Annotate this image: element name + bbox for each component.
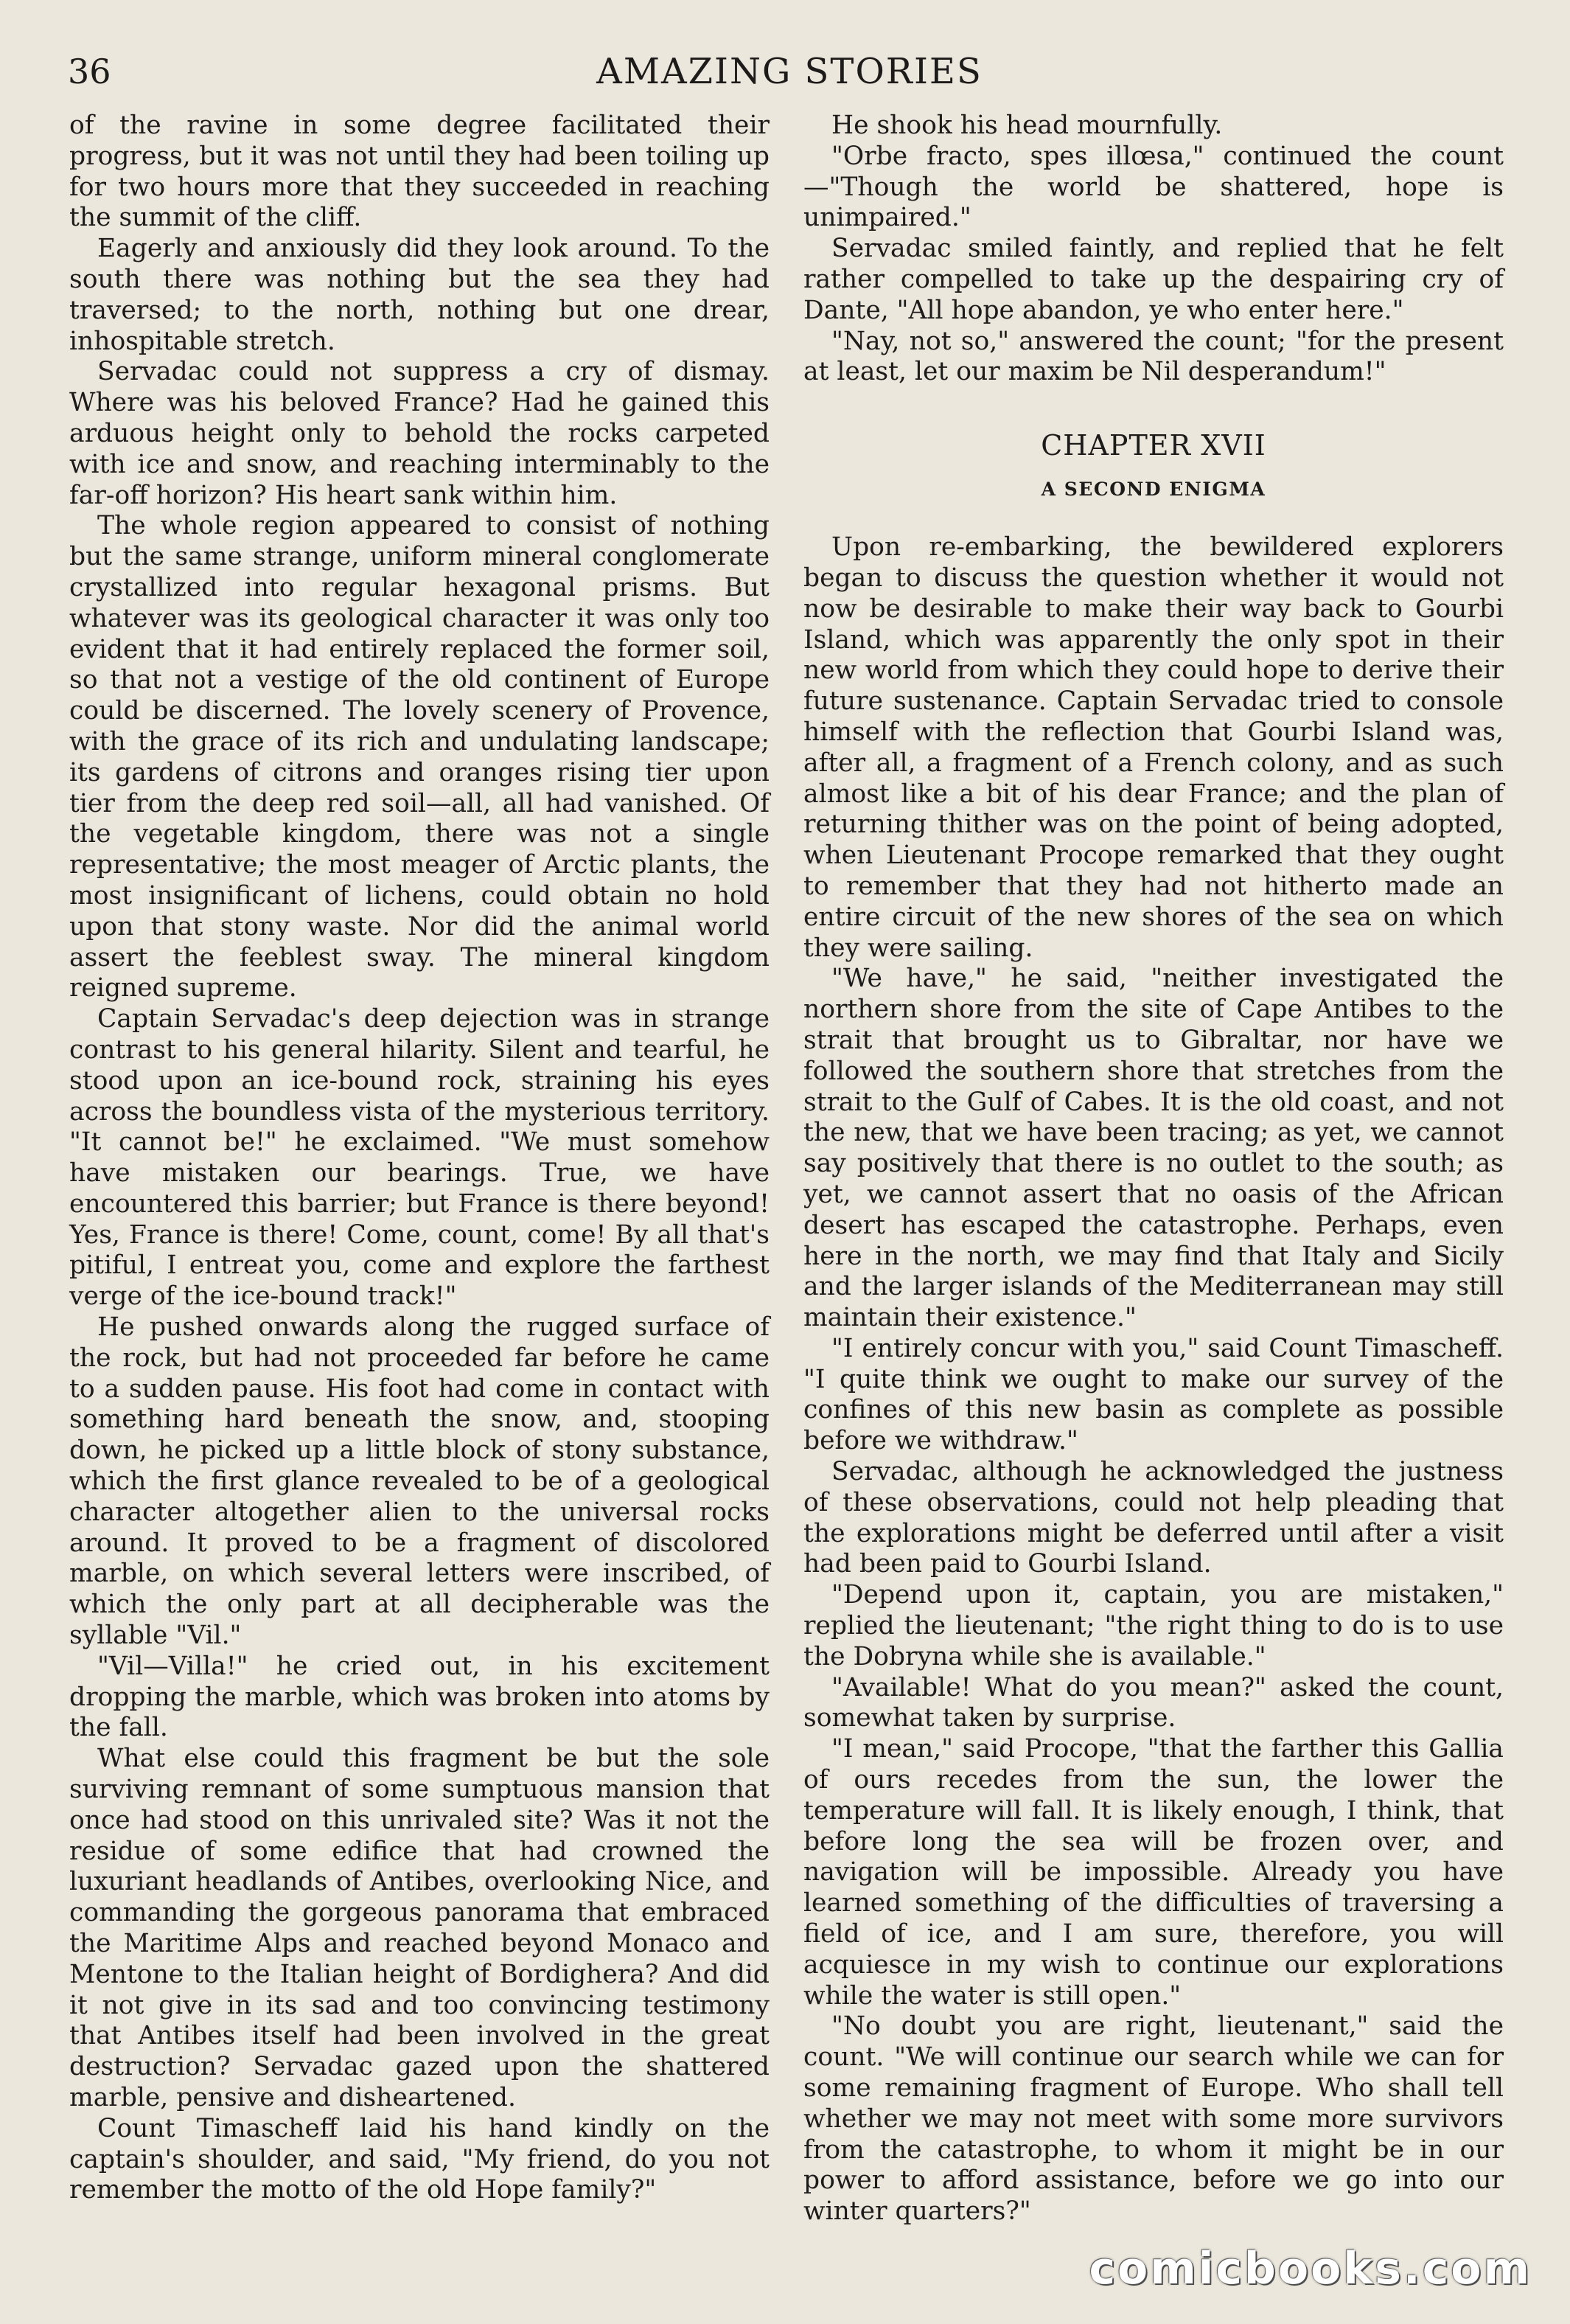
paragraph: "Depend upon it, captain, you are mistaken," replied the lieutenant; "the right thing to do is to use the Dobryna while she is available."	[803, 1580, 1504, 1671]
paragraph: Servadac smiled faintly, and replied that he felt rather compelled to take up the despairing cry of Dante, "All hope abandon, ye who enter here."	[803, 234, 1504, 325]
magazine-title: AMAZING STORIES	[596, 51, 983, 92]
paragraph: "I mean," said Procope, "that the farther this Gallia of ours recedes from the sun, the lower the temperature will fall. It is likely enough, I think, that before long the sea will be frozen over, and navigation will be impossible. Already you have learned something of the difficulties of traversing a field of ice, and I am sure, therefore, you will acquiesce in my wish to continue our explorations while the water is still open."	[803, 1734, 1504, 2011]
paragraph: Servadac, although he acknowledged the justness of these observations, could not help pleading that the explorations might be deferred until after a visit had been paid to Gourbi Island.	[803, 1457, 1504, 1579]
paragraph: "We have," he said, "neither investigated the northern shore from the site of Cape Antibes to the strait that brought us to Gibraltar, nor have we followed the southern shore that stretches from the strait to the Gulf of Cabes. It is the old coast, and not the new, that we have been tracing; as yet, we cannot say positively that there is no outlet to the south; as yet, we cannot assert that no oasis of the African desert has escaped the catastrophe. Perhaps, even here in the north, we may find that Italy and Sicily and the larger islands of the Mediterranean may still maintain their existence."	[803, 964, 1504, 1333]
site-watermark: comicbooks.com	[1089, 2243, 1532, 2295]
chapter-subtitle: A SECOND ENIGMA	[1041, 479, 1266, 501]
page-number: 36	[68, 52, 111, 91]
chapter-title-block	[803, 428, 1504, 504]
right-column	[803, 111, 1504, 2227]
paragraph: "I entirely concur with you," said Count Timascheff. "I quite think we ought to make our survey of the confines of this new basin as complete as possible before we withdraw."	[803, 1333, 1504, 1456]
paragraph: Count Timascheff laid his hand kindly on the captain's shoulder, and said, "My friend, do you not remember the motto of the old Hope family?"	[69, 2113, 770, 2205]
paragraph: He shook his head mournfully.	[831, 111, 1223, 140]
paragraph: "Available! What do you mean?" asked the count, somewhat taken by surprise.	[803, 1672, 1504, 1733]
page-header	[68, 46, 1511, 97]
paragraph: "Orbe fracto, spes illœsa," continued the count—"Though the world be shattered, hope is unimpaired."	[803, 141, 1504, 233]
paragraph: Upon re-embarking, the bewildered explorers began to discuss the question whether it would not now be desirable to make their way back to Gourbi Island, which was apparently the only spot in their new world from which they could hope to derive their future sustenance. Captain Servadac tried to console himself with the reflection that Gourbi Island was, after all, a fragment of a French colony, and as such almost like a bit of his dear France; and the plan of returning thither was on the point of being adopted, when Lieutenant Procope remarked that they ought to remember that they had not hitherto made an entire circuit of the new shores of the sea on which they were sailing.	[803, 532, 1504, 963]
paragraph: Eagerly and anxiously did they look around. To the south there was nothing but the sea they had traversed; to the north, nothing but one drear, inhospitable stretch.	[69, 234, 770, 356]
paragraph: "Nay, not so," answered the count; "for the present at least, let our maxim be Nil desperandum!"	[803, 326, 1504, 387]
left-column	[69, 111, 770, 2206]
paragraph: He pushed onwards along the rugged surface of the rock, but had not proceeded far before he came to a sudden pause. His foot had come in contact with something hard beneath the snow, and, stooping down, he picked up a little block of stony substance, which the first glance revealed to be of a geological character altogether alien to the universal rocks around. It proved to be a fragment of discolored marble, on which several letters were inscribed, of which the only part at all decipherable was the syllable "Vil."	[69, 1312, 770, 1651]
paragraph: "No doubt you are right, lieutenant," said the count. "We will continue our search while we can for some remaining fragment of Europe. Who shall tell whether we may not meet with some more survivors from the catastrophe, to whom it might be in our power to afford assistance, before we go into our winter quarters?"	[803, 2011, 1504, 2227]
paragraph: Servadac could not suppress a cry of dismay. Where was his beloved France? Had he gained this arduous height only to behold the rocks carpeted with ice and snow, and reaching interminably to the far-off horizon? His heart sank within him.	[69, 357, 770, 510]
chapter-heading: CHAPTER XVII	[1041, 429, 1266, 462]
paragraph: What else could this fragment be but the sole surviving remnant of some sumptuous mansion that once had stood on this unrivaled site? Was it not the residue of some edifice that had crowned the luxuriant headlands of Antibes, overlooking Nice, and commanding the gorgeous panorama that embraced the Maritime Alps and reached beyond Monaco and Mentone to the Italian height of Bordighera? And did it not give in its sad and too convincing testimony that Antibes itself had been involved in the great destruction? Servadac gazed upon the shattered marble, pensive and disheartened.	[69, 1744, 770, 2112]
paragraph: of the ravine in some degree facilitated their progress, but it was not until they had been toiling up for two hours more that they succeeded in reaching the summit of the cliff.	[69, 111, 770, 233]
paragraph: "Vil—Villa!" he cried out, in his excitement dropping the marble, which was broken into atoms by the fall.	[69, 1651, 770, 1743]
paragraph: The whole region appeared to consist of nothing but the same strange, uniform mineral conglomerate crystallized into regular hexagonal prisms. But whatever was its geological character it was only too evident that it had entirely replaced the former soil, so that not a vestige of the old continent of Europe could be discerned. The lovely scenery of Provence, with the grace of its rich and undulating landscape; its gardens of citrons and oranges rising tier upon tier from the deep red soil—all, all had vanished. Of the vegetable kingdom, there was not a single representative; the most meager of Arctic plants, the most insignificant of lichens, could obtain no hold upon that stony waste. Nor did the animal world assert the feeblest sway. The mineral kingdom reigned supreme.	[69, 511, 770, 1003]
paragraph: Captain Servadac's deep dejection was in strange contrast to his general hilarity. Silent and tearful, he stood upon an ice-bound rock, straining his eyes across the boundless vista of the mysterious territory. "It cannot be!" he exclaimed. "We must somehow have mistaken our bearings. True, we have encountered this barrier; but France is there beyond! Yes, France is there! Come, count, come! By all that's pitiful, I entreat you, come and explore the farthest verge of the ice-bound track!"	[69, 1004, 770, 1312]
